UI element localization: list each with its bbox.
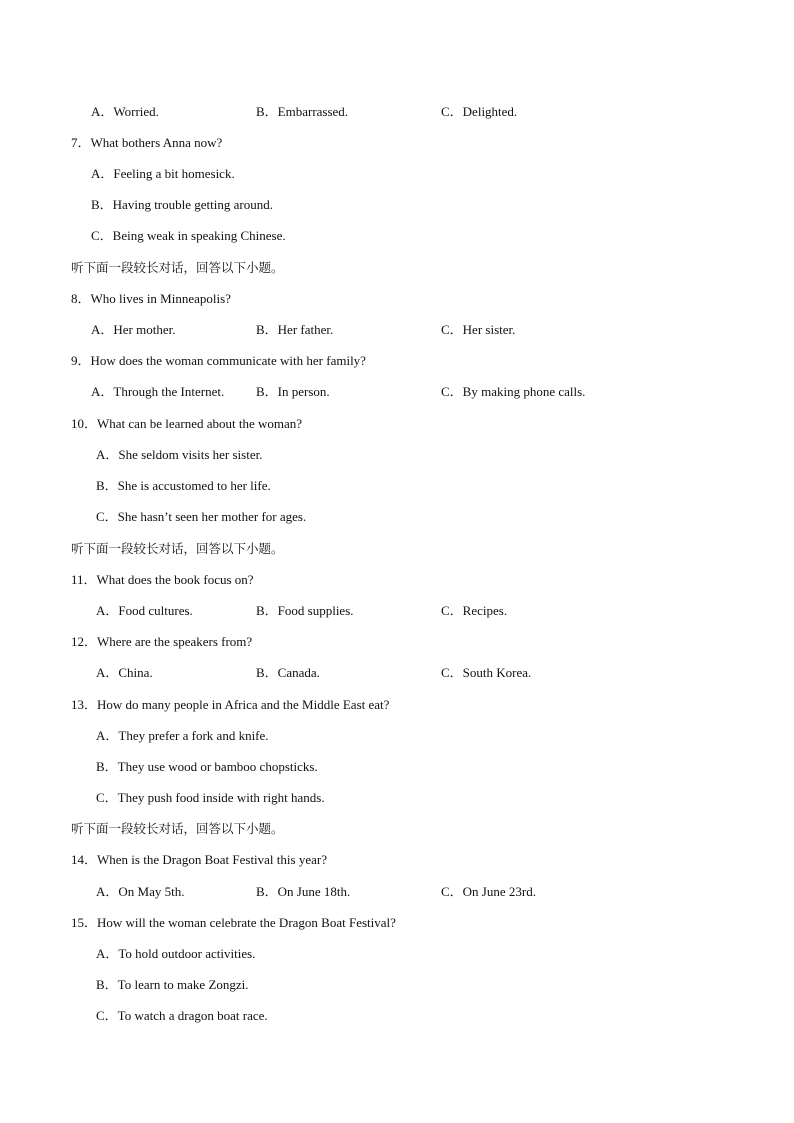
q12-option-b: B．Canada.	[256, 665, 320, 680]
section-instruction: 听下面一段较长对话，回答以下小题。	[71, 260, 284, 275]
q12-option-a: A．China.	[96, 665, 153, 680]
q11-option-c: C．Recipes.	[441, 603, 508, 618]
q10-option-b: B．She is accustomed to her life.	[96, 478, 271, 493]
q10-option-c: C．She hasn’t seen her mother for ages.	[96, 509, 307, 524]
q9-question: 9．How does the woman communicate with her family?	[71, 353, 366, 368]
q14-question: 14．When is the Dragon Boat Festival this year?	[71, 852, 327, 867]
q10-question: 10．What can be learned about the woman?	[71, 416, 303, 431]
q13-option-b: B．They use wood or bamboo chopsticks.	[96, 759, 318, 774]
q13-option-a: A．They prefer a fork and knife.	[96, 728, 269, 743]
q14-option-c: C．On June 23rd.	[441, 884, 536, 899]
q15-option-c: C．To watch a dragon boat race.	[96, 1008, 268, 1023]
q6-option-c: C．Delighted.	[441, 104, 518, 119]
q11-option-b: B．Food supplies.	[256, 603, 354, 618]
section-instruction: 听下面一段较长对话，回答以下小题。	[71, 541, 284, 556]
q9-option-c: C．By making phone calls.	[441, 384, 586, 399]
q15-option-a: A．To hold outdoor activities.	[96, 946, 256, 961]
q15-question: 15．How will the woman celebrate the Dragon Boat Festival?	[71, 915, 396, 930]
q8-question: 8．Who lives in Minneapolis?	[71, 291, 231, 306]
q12-question: 12．Where are the speakers from?	[71, 634, 253, 649]
q15-option-b: B．To learn to make Zongzi.	[96, 977, 249, 992]
q8-option-a: A．Her mother.	[91, 322, 176, 337]
q11-option-a: A．Food cultures.	[96, 603, 193, 618]
q9-option-a: A．Through the Internet.	[91, 384, 225, 399]
q7-option-c: C．Being weak in speaking Chinese.	[91, 228, 286, 243]
q13-option-c: C．They push food inside with right hands.	[96, 790, 325, 805]
q7-option-a: A．Feeling a bit homesick.	[91, 166, 235, 181]
q6-option-b: B．Embarrassed.	[256, 104, 349, 119]
q9-option-b: B．In person.	[256, 384, 330, 399]
section-instruction: 听下面一段较长对话，回答以下小题。	[71, 821, 284, 836]
q11-question: 11．What does the book focus on?	[71, 572, 254, 587]
q8-option-b: B．Her father.	[256, 322, 334, 337]
q14-option-b: B．On June 18th.	[256, 884, 351, 899]
q10-option-a: A．She seldom visits her sister.	[96, 447, 263, 462]
q6-option-a: A．Worried.	[91, 104, 159, 119]
q7-question: 7．What bothers Anna now?	[71, 135, 223, 150]
q14-option-a: A．On May 5th.	[96, 884, 185, 899]
q13-question: 13．How do many people in Africa and the Middle East eat?	[71, 697, 390, 712]
q12-option-c: C．South Korea.	[441, 665, 532, 680]
q7-option-b: B．Having trouble getting around.	[91, 197, 273, 212]
q8-option-c: C．Her sister.	[441, 322, 516, 337]
